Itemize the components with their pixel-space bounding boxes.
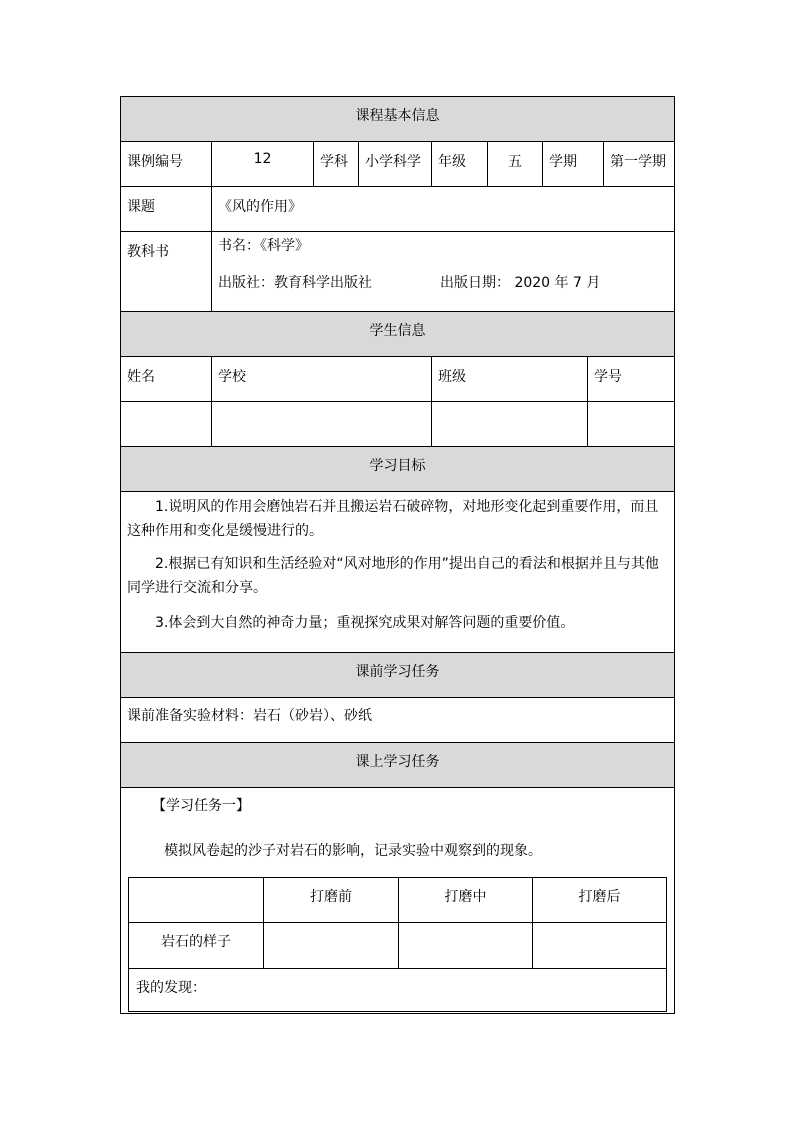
- rock-before-cell[interactable]: [264, 923, 399, 968]
- publisher: 出版社：教育科学出版社: [218, 275, 372, 291]
- rock-during-cell[interactable]: [399, 923, 533, 968]
- grade-value: 五: [488, 142, 543, 186]
- student-info-heading: 学生信息: [369, 323, 426, 339]
- observation-corner-cell: [129, 878, 264, 922]
- case-number-value: 12: [212, 142, 314, 186]
- in-class-body: [121, 788, 674, 1013]
- lesson-plan-table: [120, 96, 675, 1014]
- class-label: 班级: [432, 357, 588, 401]
- task-one-title: 【学习任务一】: [152, 798, 250, 814]
- textbook-label: 教科书: [121, 232, 212, 311]
- task-one-description: 模拟风卷起的沙子对岩石的影响，记录实验中观察到的现象。: [164, 843, 542, 859]
- pre-class-heading: 课前学习任务: [355, 664, 440, 680]
- column-during-sanding: 打磨中: [399, 878, 533, 922]
- pre-class-header: [121, 653, 674, 698]
- name-field[interactable]: [121, 402, 212, 446]
- findings-label: 我的发现：: [136, 980, 206, 996]
- objective-item-1: 1.说明风的作用会磨蚀岩石并且搬运岩石破碎物，对地形变化起到重要作用，而且这种作用和变化是缓慢进行的。: [127, 499, 659, 539]
- textbook-row: [121, 232, 674, 312]
- rock-appearance-row: [129, 923, 666, 969]
- publish-date: 出版日期： 2020 年 7 月: [440, 275, 601, 291]
- student-id-label: 学号: [594, 369, 622, 385]
- pre-class-materials: 课前准备实验材料：岩石（砂岩）、砂纸: [127, 708, 372, 724]
- in-class-heading: 课上学习任务: [355, 754, 440, 770]
- topic-label: 课题: [121, 187, 212, 231]
- course-info-header: [121, 97, 674, 142]
- objectives-header: [121, 447, 674, 492]
- observation-table: [128, 877, 667, 1012]
- student-id-field[interactable]: [588, 402, 674, 446]
- textbook-details: [212, 232, 674, 311]
- course-basic-row: [121, 142, 674, 187]
- topic-row: [121, 187, 674, 232]
- topic-value: 《风的作用》: [218, 199, 302, 215]
- pre-class-body: [121, 698, 674, 743]
- observation-header-row: [129, 878, 666, 923]
- grade-label: 年级: [432, 142, 488, 186]
- findings-row[interactable]: [129, 969, 666, 1011]
- rock-after-cell[interactable]: [533, 923, 666, 968]
- objectives-body: [121, 492, 674, 653]
- case-number-label: 课例编号: [121, 142, 212, 186]
- name-label: 姓名: [121, 357, 212, 401]
- objective-item-3: 3.体会到大自然的神奇力量；重视探究成果对解答问题的重要价值。: [155, 615, 575, 631]
- column-before-sanding: 打磨前: [264, 878, 399, 922]
- course-info-heading: 课程基本信息: [355, 108, 440, 124]
- column-after-sanding: 打磨后: [578, 889, 621, 905]
- term-value: 第一学期: [610, 154, 666, 170]
- rock-appearance-label: 岩石的样子: [129, 923, 264, 968]
- school-label: 学校: [212, 357, 432, 401]
- subject-label: 学科: [314, 142, 359, 186]
- book-name: 书名：《科学》: [218, 238, 309, 254]
- subject-value: 小学科学: [359, 142, 432, 186]
- school-field[interactable]: [212, 402, 432, 446]
- student-labels-row: [121, 357, 674, 402]
- student-info-header: [121, 312, 674, 357]
- term-label: 学期: [543, 142, 604, 186]
- student-values-row: [121, 402, 674, 447]
- objective-item-2: 2.根据已有知识和生活经验对“风对地形的作用”提出自己的看法和根据并且与其他同学进行交流和分享。: [127, 556, 659, 596]
- class-field[interactable]: [432, 402, 588, 446]
- objectives-heading: 学习目标: [369, 458, 426, 474]
- in-class-header: [121, 743, 674, 788]
